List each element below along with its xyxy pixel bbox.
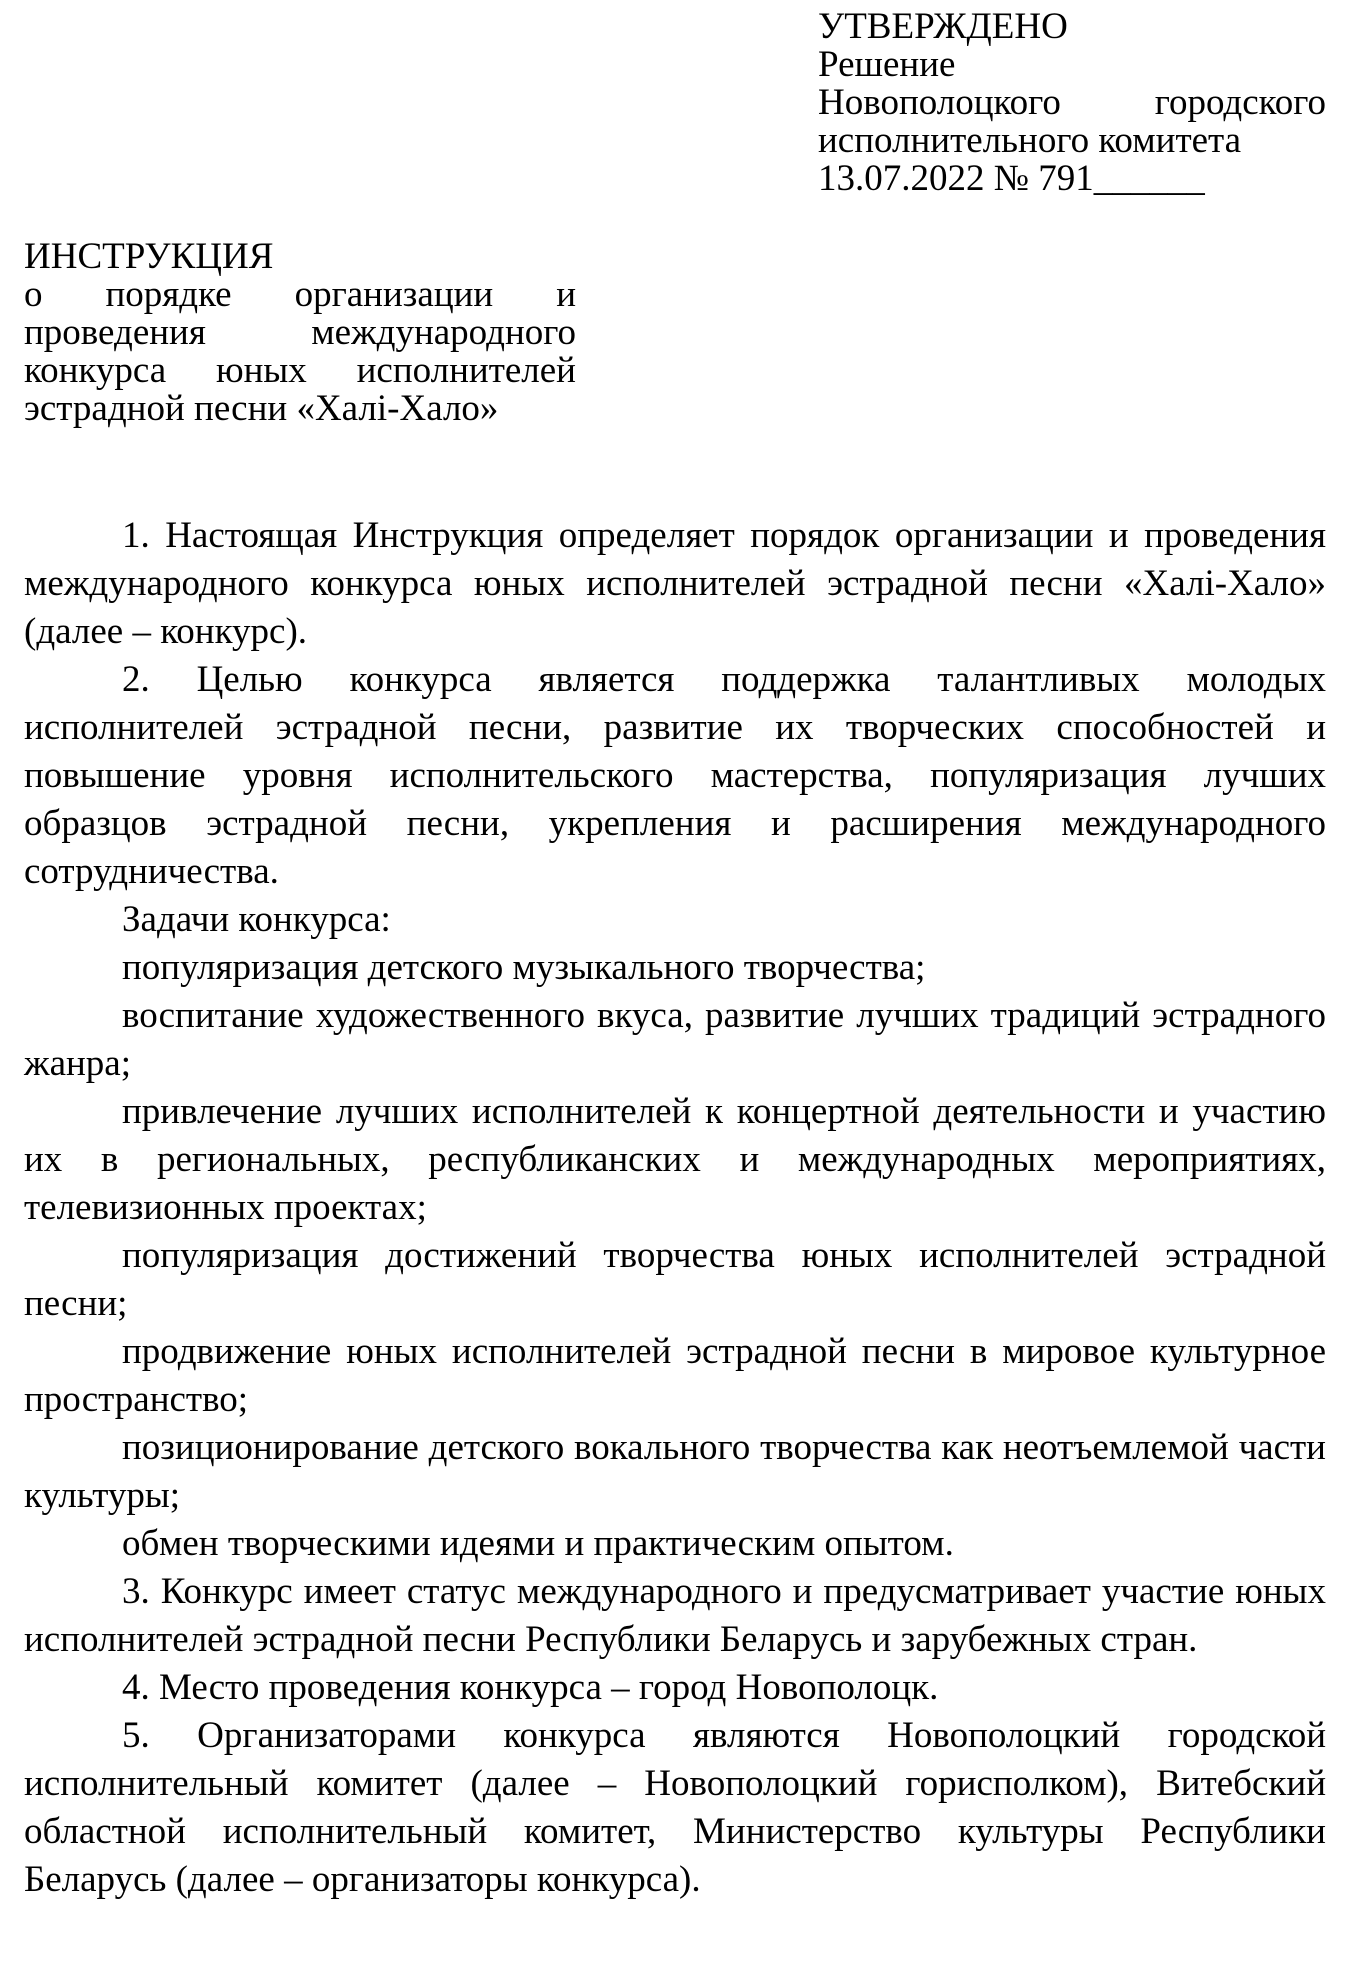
task-item: привлечение лучших исполнителей к концертной деятельности и участию их в региональных, республиканских и международных мероприятиях, телевизионных проектах; [24,1091,1326,1228]
paragraph-5: 5. Организаторами конкурса являются Новополоцкий городской исполнительный комитет (далее – Новополоцкий горисполком), Витебский областной исполнительный комитет, Министерство культуры Республики Беларусь (далее – организаторы конкурса). [24,1715,1326,1900]
approval-decision: Решение [818,44,956,85]
task-item: воспитание художественного вкуса, развитие лучших традиций эстрадного жанра; [24,995,1326,1084]
task-item: популяризация детского музыкального творчества; [122,947,926,988]
approval-authority-line1: Новополоцкого городского [818,82,1326,123]
approval-block [818,8,1326,198]
task-item: обмен творческими идеями и практическим опытом. [122,1523,954,1564]
approval-stamp: УТВЕРЖДЕНО [818,6,1068,47]
document-subtitle: о порядке организации и проведения международного конкурса юных исполнителей эстрадной песни «Халі-Хало» [24,274,576,429]
paragraph-2: 2. Целью конкурса является поддержка талантливых молодых исполнителей эстрадной песни, развитие их творческих способностей и повышение уровня исполнительского мастерства, популяризация лучших образцов эстрадной песни, укрепления и расширения международного сотрудничества. [24,659,1326,892]
document-title-block [24,238,576,428]
paragraph-1: 1. Настоящая Инструкция определяет порядок организации и проведения международного конкурса юных исполнителей эстрадной песни «Халі-Хало» (далее – конкурс). [24,515,1326,652]
paragraph-4: 4. Место проведения конкурса – город Новополоцк. [122,1667,939,1708]
task-item: продвижение юных исполнителей эстрадной песни в мировое культурное пространство; [24,1331,1326,1420]
document-body [24,512,1326,1904]
task-item: популяризация достижений творчества юных исполнителей эстрадной песни; [24,1235,1326,1324]
tasks-heading: Задачи конкурса: [122,899,391,940]
document-heading: ИНСТРУКЦИЯ [24,236,274,277]
approval-date-number: 13.07.2022 № 791______ [818,158,1205,199]
approval-authority-line2: исполнительного комитета [818,120,1242,161]
task-item: позиционирование детского вокального творчества как неотъемлемой части культуры; [24,1427,1326,1516]
paragraph-3: 3. Конкурс имеет статус международного и предусматривает участие юных исполнителей эстрадной песни Республики Беларусь и зарубежных стран. [24,1571,1326,1660]
